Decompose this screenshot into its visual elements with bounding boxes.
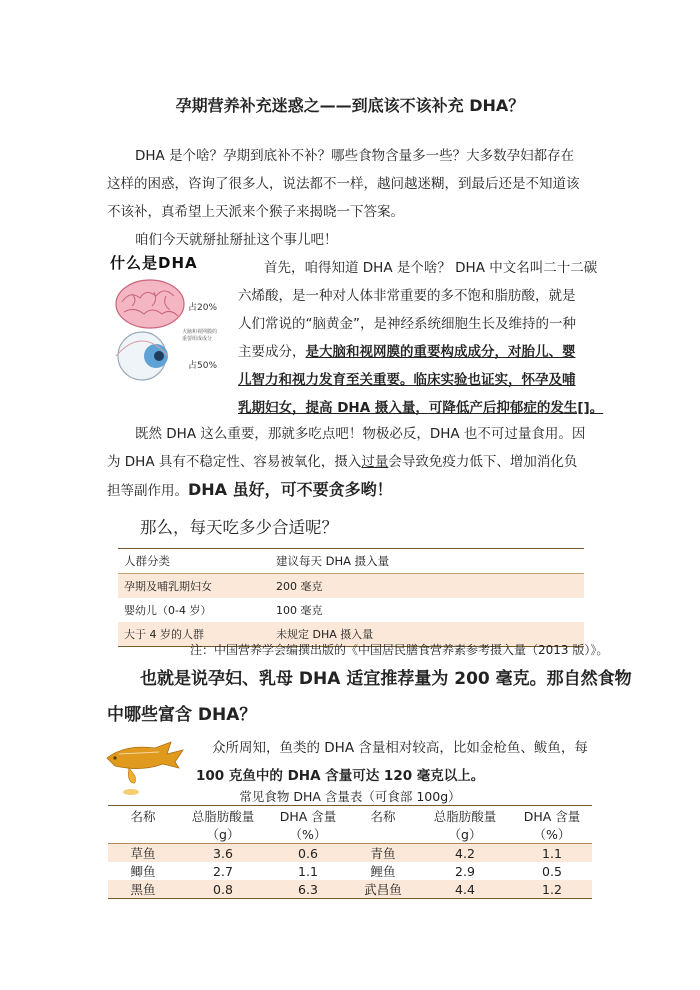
what-line-1: 首先，咱得知道 DHA 是个啥？ DHA 中文名叫二十二碳 — [264, 260, 598, 276]
fish-line-1: 众所周知，鱼类的 DHA 含量相对较高，比如金枪鱼、鲅鱼，每 — [212, 740, 588, 756]
fish-name: 青鱼 — [348, 844, 418, 863]
intro-line-2: 这样的困惑，咨询了很多人，说法都不一样，越问越迷糊，到最后还是不知道该 — [107, 176, 580, 192]
what-line-4-emphasis: 是大脑和视网膜的重要构成成分，对胎儿、婴 — [305, 344, 576, 360]
fat-value: 4.2 — [418, 844, 512, 863]
dha-illustration — [110, 252, 235, 397]
intake-group: 孕期及哺乳期妇女 — [118, 574, 270, 599]
caution-line-3 — [107, 476, 393, 505]
intake-amount: 200 毫克 — [270, 574, 584, 599]
dha-value: 0.5 — [542, 863, 562, 879]
conclusion-line-1: 也就是说孕妇、乳母 DHA 适宜推荐量为 200 毫克。那自然食物 — [140, 669, 632, 689]
illustration-heading: 什么是DHA — [110, 254, 198, 272]
dha-content-table — [108, 805, 592, 899]
intro-line-1: DHA 是个啥？孕期到底补不补？哪些食物含量多一些？大多数孕妇都存在 — [135, 148, 575, 164]
intake-amount: 未规定 DHA 摄入量 — [270, 622, 584, 647]
table-row — [108, 880, 592, 899]
content-table-header-bottom — [108, 825, 592, 844]
dha-value: 1.1 — [298, 863, 318, 879]
page-title: 孕期营养补充迷惑之——到底该不该补充 DHA？ — [175, 96, 525, 115]
what-line-6: 乳期妇女，提高 DHA 摄入量，可降低产后抑郁症的发生[]。 — [238, 400, 604, 416]
fat-value: 3.6 — [178, 844, 268, 863]
caution-line-3-start: 担等副作用。 — [107, 483, 188, 499]
fish-name: 黑鱼 — [108, 880, 178, 899]
eye-caption — [182, 329, 217, 343]
fish-name: 武昌鱼 — [348, 880, 418, 899]
col-header-name: 名称 — [348, 806, 418, 826]
fat-value: 4.4 — [418, 880, 512, 899]
intake-header-amount: 建议每天 DHA 摄入量 — [270, 549, 584, 574]
intro-line-3: 不该补，真希望上天派来个猴子来揭晓一下答案。 — [107, 204, 404, 220]
dha-value: 6.3 — [268, 880, 348, 899]
fish-line-2: 100 克鱼中的 DHA 含量可达 120 毫克以上。 — [196, 768, 485, 784]
eye-percent: 占50% — [188, 361, 218, 371]
caution-line-2 — [107, 448, 577, 476]
table-row — [118, 598, 584, 622]
what-line-3: 人们常说的“脑黄金”，是神经系统细胞生长及维持的一种 — [238, 316, 576, 332]
caution-emphasis: DHA 虽好，可不要贪多哟！ — [188, 480, 393, 499]
question-intake: 那么，每天吃多少合适呢？ — [140, 518, 338, 537]
intake-table — [118, 548, 584, 647]
what-line-4 — [238, 338, 576, 366]
content-table-caption: 常见食物 DHA 含量表（可食部 100g） — [239, 789, 461, 804]
col-unit: （%） — [268, 825, 348, 844]
col-unit: （g） — [418, 825, 512, 844]
col-header-fat: 总脂肪酸量 — [418, 806, 512, 826]
dha-value: 1.2 — [512, 880, 592, 899]
intake-table-header — [118, 549, 584, 574]
col-unit: （%） — [512, 825, 592, 844]
col-unit — [348, 825, 418, 844]
eye-caption-line-1: 大脑和视网膜的 — [182, 329, 218, 335]
caution-line-1: 既然 DHA 这么重要，那就多吃点吧！物极必反，DHA 也不可过量食用。因 — [135, 426, 586, 442]
table-row — [118, 574, 584, 599]
col-header-name: 名称 — [108, 806, 178, 826]
fat-value: 0.8 — [178, 880, 268, 899]
fish-name: 鲤鱼 — [370, 864, 396, 879]
what-line-4-start: 主要成分， — [238, 344, 306, 360]
content-table-header-top — [108, 806, 592, 826]
brain-percent: 占20% — [188, 303, 218, 313]
table-row — [108, 862, 592, 880]
col-header-dha: DHA 含量 — [268, 806, 348, 826]
dha-value: 0.6 — [268, 844, 348, 863]
col-header-dha: DHA 含量 — [512, 806, 592, 826]
fat-value: 2.7 — [213, 863, 233, 879]
fish-name: 草鱼 — [108, 844, 178, 863]
caution-line-2-end: 会导致免疫力低下、增加消化负 — [388, 454, 578, 470]
col-unit — [108, 825, 178, 844]
conclusion-line-2: 中哪些富含 DHA？ — [107, 705, 257, 725]
fish-name: 鲫鱼 — [130, 864, 156, 879]
col-header-fat: 总脂肪酸量 — [178, 806, 268, 826]
intake-header-group: 人群分类 — [118, 549, 270, 574]
source-note: 注：中国营养学会编撰出版的《中国居民膳食营养素参考摄入量（2013 版）》。 — [190, 643, 609, 657]
what-line-2: 六烯酸，是一种对人体非常重要的多不饱和脂肪酸，就是 — [238, 288, 576, 304]
col-unit: （g） — [178, 825, 268, 844]
caution-line-2-start: 为 DHA 具有不稳定性、容易被氧化，摄入 — [107, 454, 362, 470]
intake-group: 婴幼儿（0-4 岁） — [124, 604, 212, 617]
intake-group: 大于 4 岁的人群 — [118, 622, 270, 647]
intake-amount: 100 毫克 — [276, 604, 323, 617]
fat-value: 2.9 — [455, 863, 475, 879]
eye-caption-line-2: 重要组成成分 — [182, 336, 213, 342]
intro-line-4: 咱们今天就掰扯掰扯这个事儿吧！ — [135, 232, 338, 248]
table-row — [108, 844, 592, 863]
what-line-5: 儿智力和视力发育至关重要。临床实验也证实，怀孕及哺 — [238, 372, 576, 388]
dha-value: 1.1 — [512, 844, 592, 863]
caution-overdose: 过量 — [361, 454, 389, 470]
